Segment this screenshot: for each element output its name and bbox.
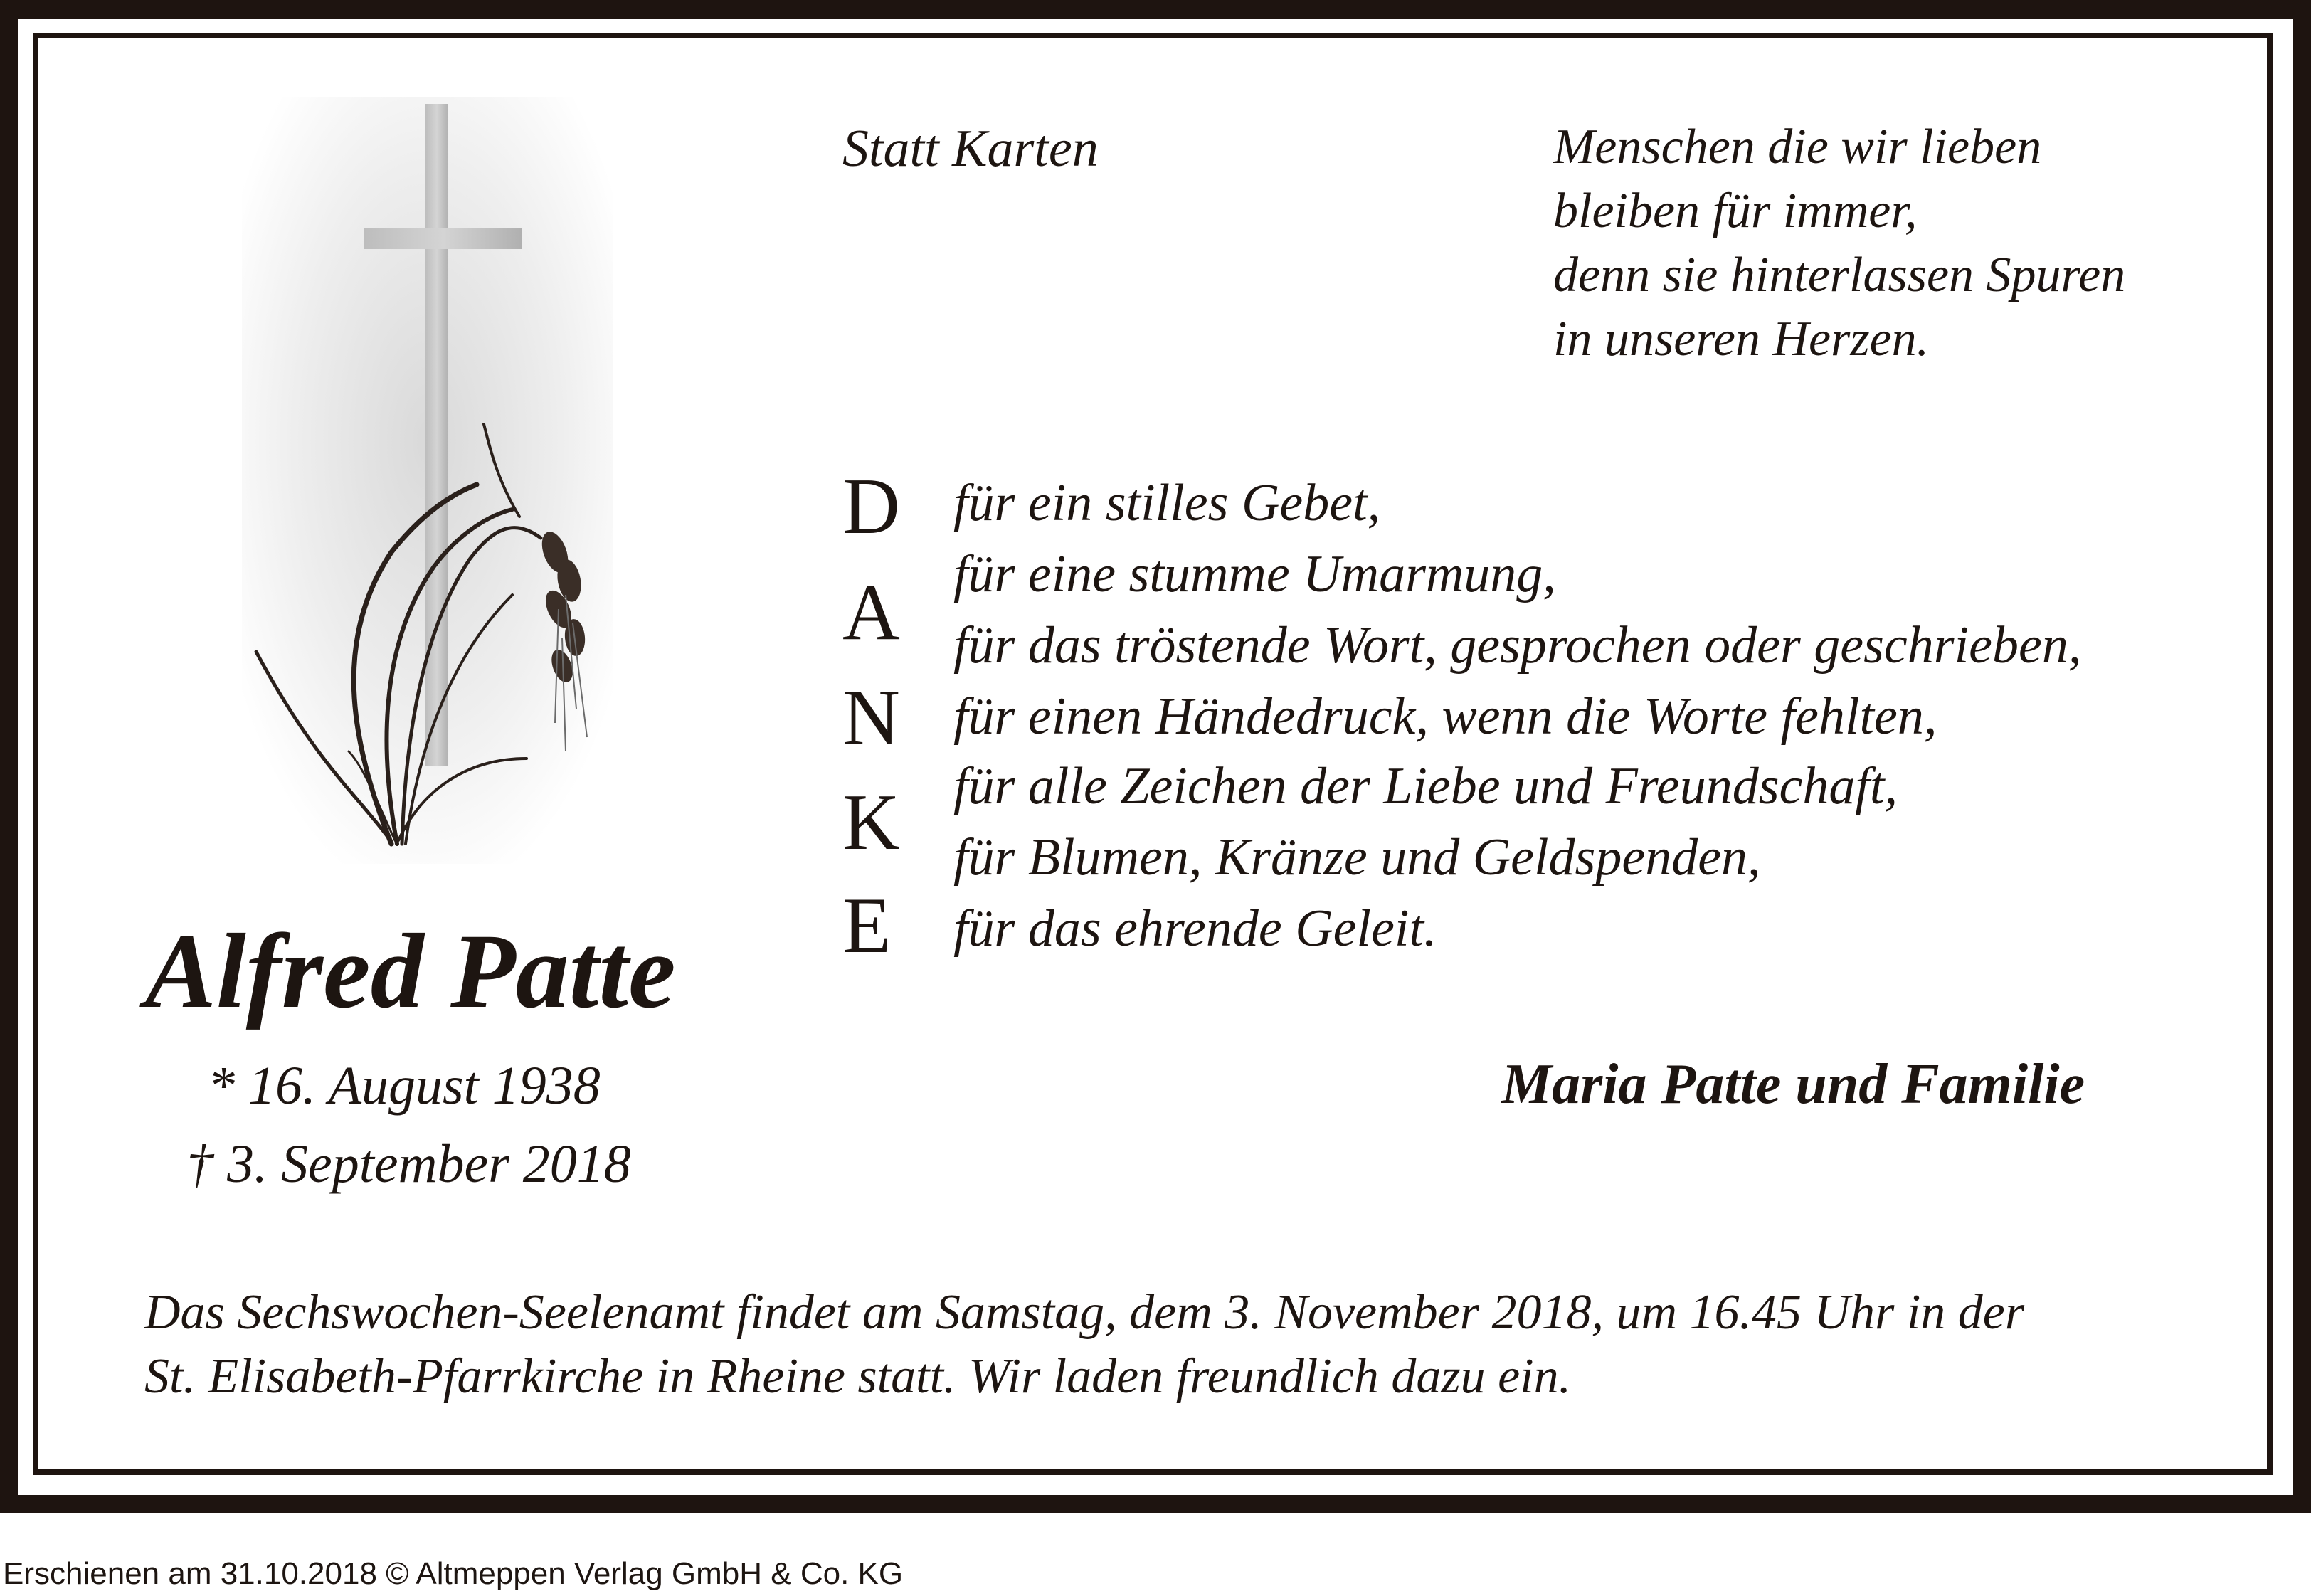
quote-line: Menschen die wir lieben [1553, 120, 2042, 174]
quote-line: in unseren Herzen. [1553, 312, 1930, 366]
danke-line: für das ehrende Geleit. [953, 899, 1437, 958]
deceased-name: Alfred Patte [145, 912, 676, 1030]
danke-letter-a: A [842, 569, 900, 657]
quote-line: denn sie hinterlassen Spuren [1553, 248, 2126, 302]
danke-line: für ein stilles Gebet, [953, 474, 1381, 532]
cross-horizontal-beam [364, 228, 522, 249]
death-date: † 3. September 2018 [186, 1134, 631, 1194]
danke-line: für alle Zeichen der Liebe und Freundschaft, [953, 757, 1898, 815]
signature: Maria Patte und Familie [1501, 1053, 2085, 1116]
danke-line: für einen Händedruck, wenn die Worte fehlten, [953, 687, 1937, 746]
cross-vertical-beam [425, 104, 448, 766]
announcement-line: St. Elisabeth-Pfarrkirche in Rheine statt. Wir laden freundlich dazu ein. [144, 1349, 1572, 1404]
publication-credit: Erschienen am 31.10.2018 © Altmeppen Verlag GmbH & Co. KG [3, 1556, 904, 1591]
danke-letter-e: E [842, 882, 892, 970]
danke-line: für eine stumme Umarmung, [953, 545, 1556, 603]
danke-line: für Blumen, Kränze und Geldspenden, [953, 828, 1761, 887]
danke-letter-d: D [842, 463, 900, 551]
announcement-line: Das Sechswochen-Seelenamt findet am Samstag, dem 3. November 2018, um 16.45 Uhr in der [144, 1285, 2025, 1340]
danke-line: für das tröstende Wort, gesprochen oder geschrieben, [953, 616, 2082, 675]
birth-date: * 16. August 1938 [208, 1056, 601, 1116]
quote-line: bleiben für immer, [1553, 184, 1918, 238]
danke-letter-k: K [842, 778, 900, 867]
statt-karten-label: Statt Karten [842, 120, 1099, 178]
danke-letter-n: N [842, 674, 900, 762]
cross-with-wheat-icon [242, 97, 613, 864]
